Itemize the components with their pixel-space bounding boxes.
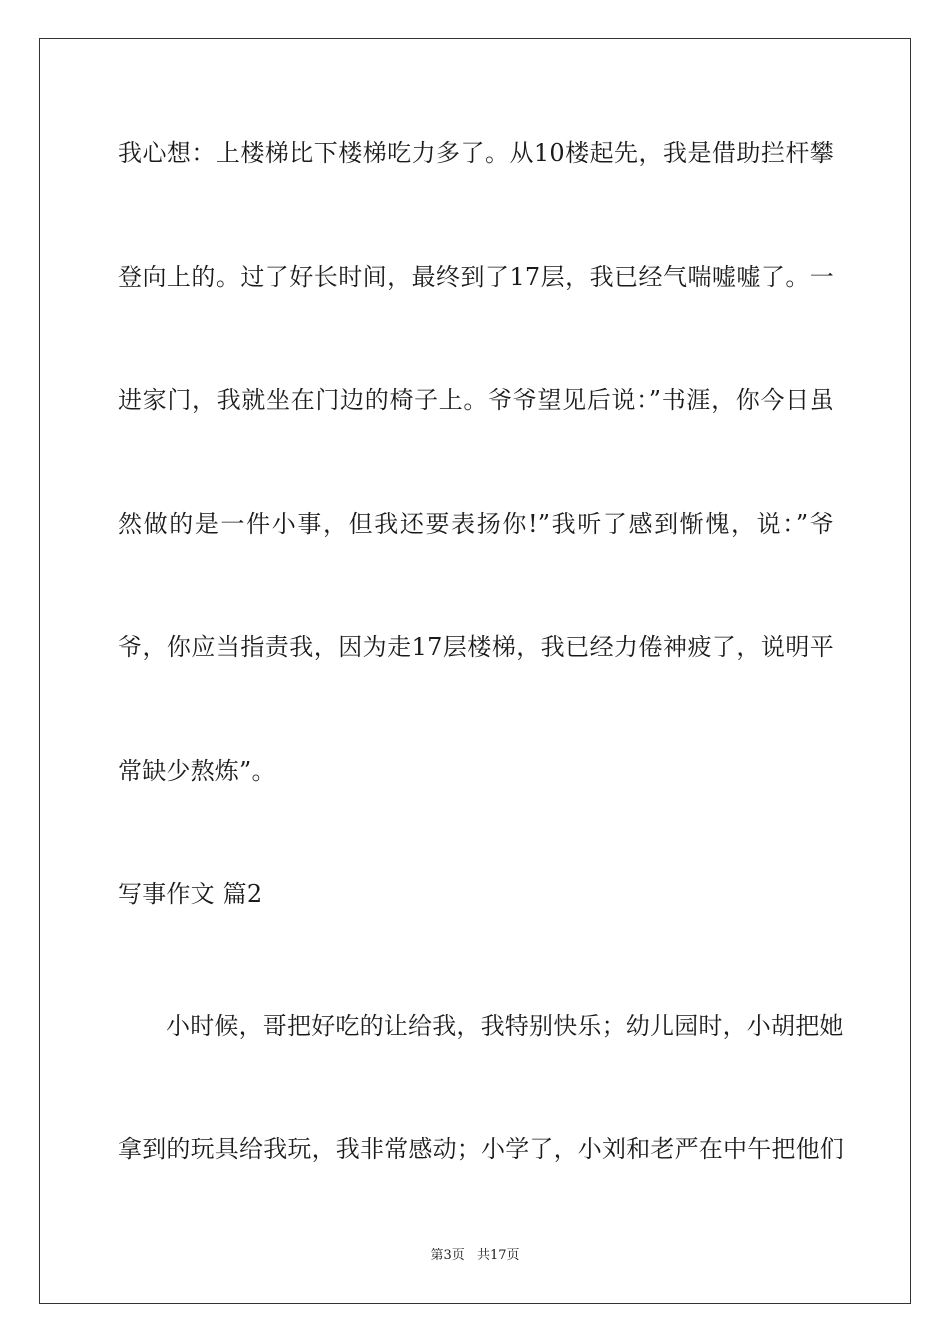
paragraph-line: 小时候，哥把好吃的让给我，我特别快乐；幼儿园时，小胡把她 [166,1012,844,1040]
page-border [39,38,911,1304]
paragraph-line: 常缺少熬炼”。 [118,757,276,785]
paragraph-line: 然做的是一件小事，但我还要表扬你!”我听了感到惭愧，说：”爷 [118,510,834,538]
paragraph-line: 拿到的玩具给我玩，我非常感动；小学了，小刘和老严在中午把他们 [118,1135,844,1163]
paragraph-line: 进家门，我就坐在门边的椅子上。爷爷望见后说：”书涯，你今日虽 [118,386,834,414]
page-total: 共17页 [476,1248,520,1263]
page-number: 第3页 [430,1248,465,1263]
page-footer [0,1247,950,1265]
paragraph-line: 爷，你应当指责我，因为走17层楼梯，我已经力倦神疲了，说明平 [118,633,834,661]
paragraph-line: 我心想：上楼梯比下楼梯吃力多了。从10楼起先，我是借助拦杆攀 [118,139,834,167]
section-heading: 写事作文 篇2 [118,880,263,908]
paragraph-line: 登向上的。过了好长时间，最终到了17层，我已经气喘嘘嘘了。一 [118,263,834,291]
